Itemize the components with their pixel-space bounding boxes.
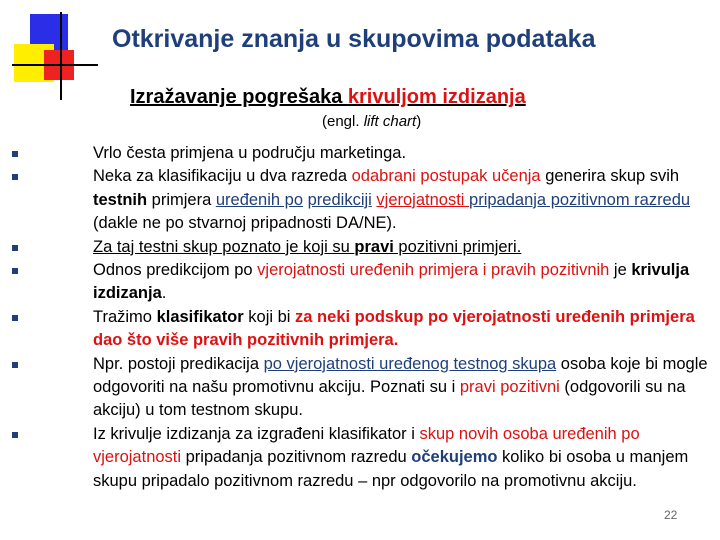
slide-title: Otkrivanje znanja u skupovima podataka — [112, 25, 596, 53]
bullet-text-segment: pravi pozitivni — [459, 378, 560, 397]
bullet-text-segment: krivulja izdizanja — [93, 261, 690, 303]
bullet-list — [12, 142, 712, 493]
bullet-square-icon — [12, 362, 18, 368]
bullet-text-segment: Iz krivulje izdizanja za izgrađeni klasifikator i — [93, 424, 420, 443]
bullet-text-segment: očekujemo — [411, 448, 498, 467]
bullet-text-segment: vjerojatnosti uređenih primjera i pravih pozitivnih — [257, 261, 610, 280]
bullet-text-segment: (dakle ne po stvarnoj pripadnosti DA/NE). — [93, 214, 397, 233]
bullet-text-segment: skup novih osoba uređenih po vjerojatnosti — [93, 424, 640, 467]
bullet-item — [12, 236, 712, 259]
bullet-item — [12, 423, 712, 493]
bullet-square-icon — [12, 245, 18, 251]
bullet-text-segment: uređenih po — [215, 190, 304, 209]
bullet-text-segment: za neki podskup po vjerojatnosti uređenih primjera dao što više pravih pozitivnih primjera. — [93, 307, 695, 350]
bullet-square-icon — [12, 315, 18, 321]
bullet-text-segment: (odgovorili su na akciju) u tom testnom skupu. — [93, 378, 686, 420]
bullet-text-segment: pripadanja pozitivnom razredu — [469, 190, 691, 209]
page-number: 22 — [664, 508, 678, 522]
engl-suffix: ) — [416, 113, 422, 130]
engl-prefix: (engl. — [322, 113, 364, 130]
bullet-text-segment: Npr. postoji predikacija — [93, 354, 264, 373]
bullet-text-segment: pravi — [354, 237, 394, 256]
bullet-square-icon — [12, 174, 18, 180]
bullet-text-segment: Odnos predikcijom po — [93, 261, 258, 280]
bullet-text-segment: koji bi — [243, 307, 296, 326]
bullet-text-segment: Tražimo — [93, 307, 157, 326]
english-term-note — [322, 113, 421, 130]
bullet-text-segment: predikciji — [307, 190, 372, 209]
bullet-text-segment: primjera — [147, 190, 216, 209]
bullet-square-icon — [12, 432, 18, 438]
bullet-text-segment: Vrlo česta primjena u području marketinga. — [93, 144, 407, 162]
bullet-text-segment: generira skup svih — [540, 167, 680, 186]
bullet-text-segment: koliko bi osoba u manjem skupu pripadalo pozitivnom razredu – npr odgovorilo na promotivnu akciju. — [93, 448, 689, 490]
bullet-text-segment: pozitivni primjeri. — [393, 237, 522, 256]
bullet-item — [12, 142, 712, 165]
bullet-text-segment: pripadanja pozitivnom razredu — [181, 448, 412, 467]
engl-term: lift chart — [363, 113, 417, 130]
bullet-text-segment: po vjerojatnosti uređenog testnog skupa — [263, 354, 557, 373]
bullet-text-segment: je — [609, 261, 632, 280]
decor-vertical-line — [60, 12, 62, 100]
bullet-text-segment: Neka za klasifikaciju u dva razreda — [93, 167, 352, 186]
slide-subtitle — [130, 86, 526, 109]
bullet-item — [12, 259, 712, 306]
bullet-text-segment: osoba koje bi mogle odgovoriti na našu promotivnu akciju. Poznati su i — [93, 354, 708, 397]
bullet-text-segment: testnih — [93, 190, 148, 209]
bullet-text-segment: Za taj testni skup poznato je koji su — [93, 237, 355, 256]
bullet-item — [12, 353, 712, 423]
subtitle-part-2: krivuljom izdizanja — [347, 86, 526, 108]
bullet-text-segment: odabrani postupak učenja — [351, 167, 541, 186]
bullet-text-segment: vjerojatnosti — [376, 190, 470, 209]
bullet-item — [12, 165, 712, 235]
subtitle-part-1: Izražavanje pogrešaka — [130, 86, 348, 108]
bullet-text-segment: klasifikator — [156, 307, 244, 326]
bullet-square-icon — [12, 268, 18, 274]
decor-horizontal-line — [12, 64, 98, 66]
bullet-square-icon — [12, 151, 18, 157]
bullet-text-segment: . — [161, 284, 167, 303]
bullet-item — [12, 306, 712, 353]
